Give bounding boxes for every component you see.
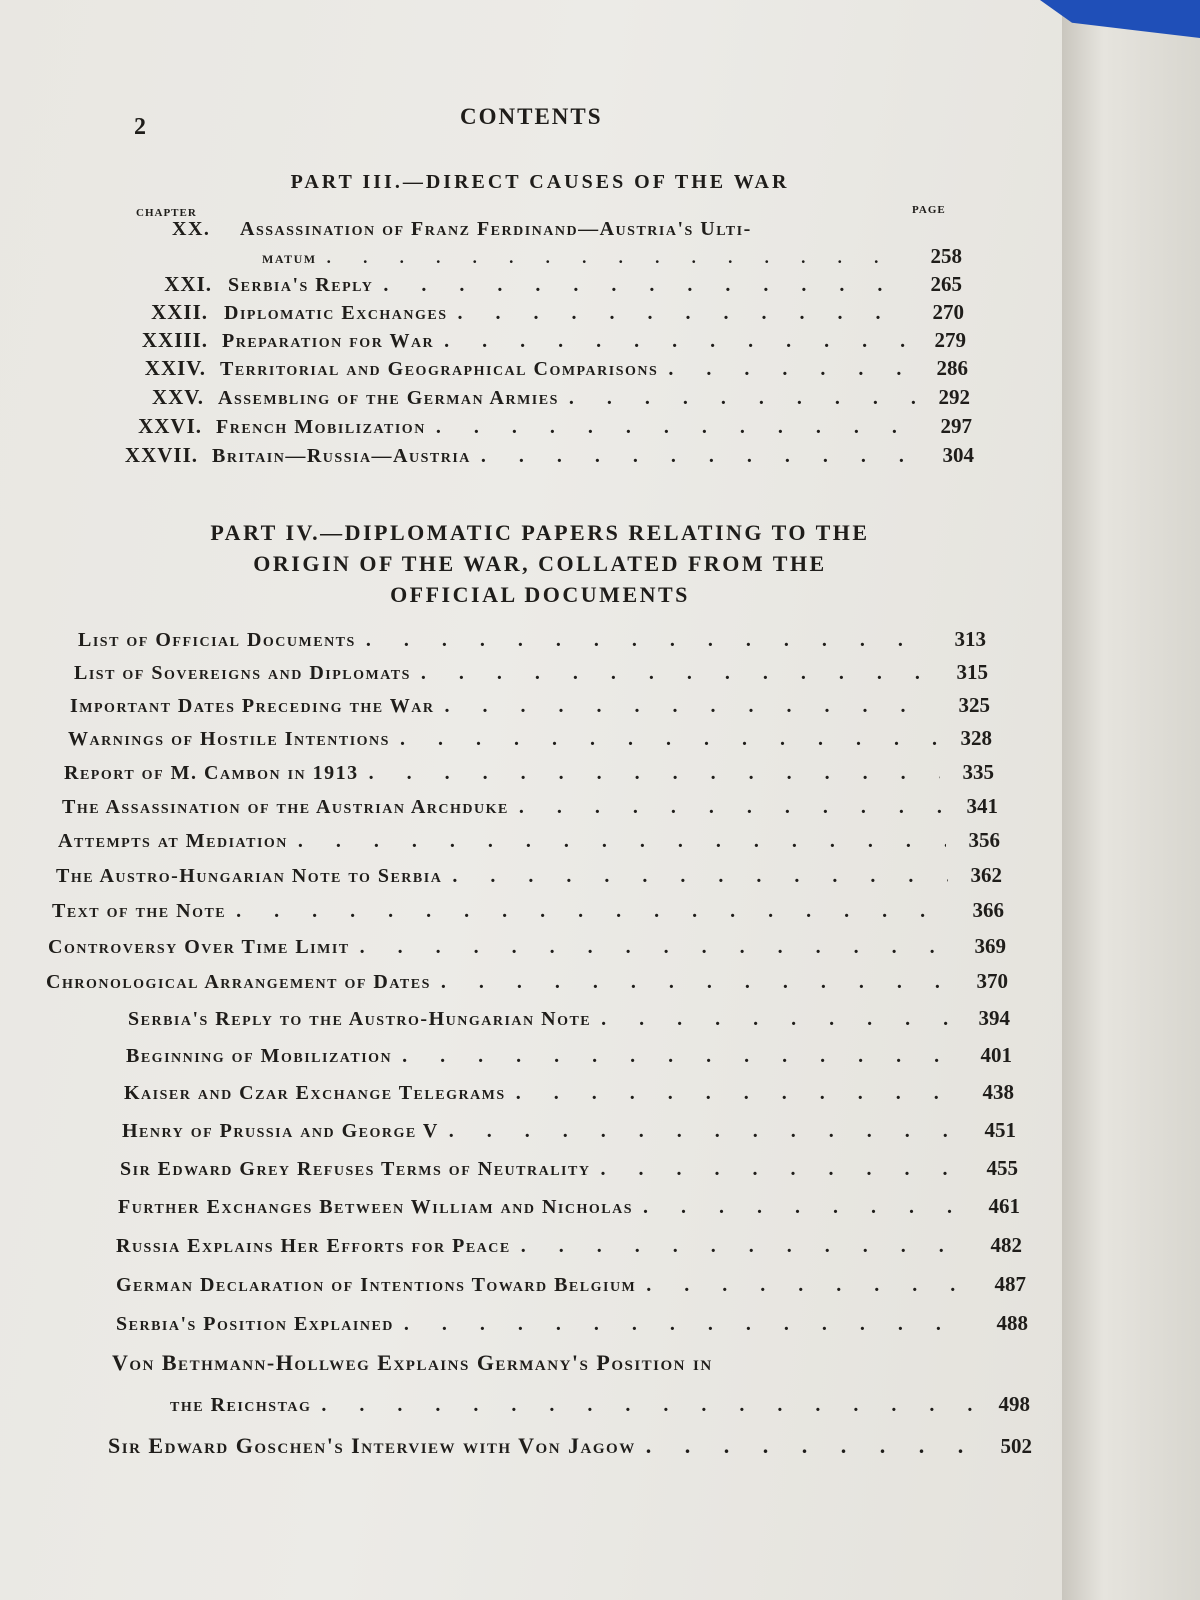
- entry-title-cont: the Reichstag: [170, 1394, 312, 1416]
- toc-row: [120, 1156, 1018, 1186]
- page-ref: 488: [996, 1311, 1028, 1335]
- page-ref: 292: [938, 385, 970, 409]
- toc-row: [262, 244, 962, 274]
- toc-row: [126, 1043, 1012, 1073]
- page-ref: 498: [998, 1392, 1030, 1416]
- leader-dots: [360, 936, 952, 959]
- leader-dots: [404, 1313, 974, 1336]
- toc-row: [48, 934, 1006, 964]
- leader-dots: [646, 1274, 972, 1297]
- chapter-title: Britain—Russia—Austria: [212, 445, 471, 467]
- leader-dots: [402, 1045, 958, 1068]
- chapter-title: Territorial and Geographical Comparisons: [220, 358, 659, 380]
- toc-row: [70, 693, 990, 723]
- page-ref: 258: [930, 244, 962, 268]
- toc-row: [116, 1272, 1026, 1302]
- page-ref: 297: [940, 414, 972, 438]
- toc-row: [110, 272, 962, 302]
- leader-dots: [668, 358, 914, 381]
- page-ref: 451: [984, 1118, 1016, 1142]
- chapter-title: French Mobilization: [216, 416, 426, 438]
- leader-dots: [400, 728, 938, 751]
- leader-dots: [369, 762, 940, 785]
- chapter-num: XXII.: [151, 300, 208, 324]
- page-ref: 270: [932, 300, 964, 324]
- toc-row: [64, 760, 994, 790]
- page-ref: 265: [930, 272, 962, 296]
- entry-title: Von Bethmann-Hollweg Explains Germany's Position in: [112, 1350, 713, 1375]
- entry-title: Serbia's Position Explained: [116, 1313, 394, 1335]
- toc-row: [74, 660, 988, 690]
- page-ref: 356: [968, 828, 1000, 852]
- toc-row: [118, 1194, 1020, 1224]
- entry-title: The Austro-Hungarian Note to Serbia: [56, 865, 443, 887]
- entry-title: Beginning of Mobilization: [126, 1045, 393, 1067]
- toc-row: [108, 1433, 1032, 1463]
- chapter-num: XXIV.: [144, 356, 206, 380]
- toc-row: [122, 1118, 1016, 1148]
- page-ref: 313: [954, 627, 986, 651]
- page-ref: 328: [960, 726, 992, 750]
- leader-dots: [449, 1120, 962, 1143]
- chapter-title: Assembling of the German Armies: [218, 387, 559, 409]
- page-ref: 341: [966, 794, 998, 818]
- part-iv-title-line3: OFFICIAL DOCUMENTS: [390, 582, 690, 607]
- page-ref: 325: [958, 693, 990, 717]
- chapter-num: [172, 218, 210, 241]
- leader-dots: [481, 445, 920, 468]
- running-head: CONTENTS: [460, 104, 603, 129]
- page-ref: 366: [972, 898, 1004, 922]
- leader-dots: [236, 900, 950, 923]
- leader-dots: [298, 830, 946, 853]
- chapter-num-xx: XX.: [172, 218, 211, 240]
- leader-dots: [521, 1235, 968, 1258]
- leader-dots: [383, 274, 908, 297]
- toc-row: [106, 443, 974, 473]
- leader-dots: [366, 629, 932, 652]
- entry-title: Report of M. Cambon in 1913: [64, 762, 359, 784]
- page-number: 2: [134, 114, 146, 140]
- leader-dots: [327, 248, 908, 268]
- toc-row: [56, 863, 1002, 893]
- leader-dots: [444, 330, 912, 353]
- part-iv-title-line2: ORIGIN OF THE WAR, COLLATED FROM THE: [253, 551, 827, 576]
- leader-dots: [441, 971, 954, 994]
- page-ref: 455: [986, 1156, 1018, 1180]
- toc-row: [116, 1233, 1022, 1263]
- entry-title: Chronological Arrangement of Dates: [46, 971, 431, 993]
- entry-title: Russia Explains Her Efforts for Peace: [116, 1235, 511, 1257]
- leader-dots: [458, 302, 910, 325]
- page-ref: 362: [970, 863, 1002, 887]
- chapter-num: XXVII.: [124, 443, 198, 467]
- leader-dots: [643, 1196, 966, 1219]
- page-ref: 369: [974, 934, 1006, 958]
- leader-dots: [516, 1082, 960, 1105]
- leader-dots: [646, 1433, 978, 1459]
- toc-row: [110, 300, 964, 330]
- part-iv-title-line1: PART IV.—DIPLOMATIC PAPERS RELATING TO THE: [210, 520, 870, 545]
- leader-dots: [436, 416, 918, 439]
- leader-dots: [569, 387, 916, 410]
- leader-dots: [519, 796, 944, 819]
- chapter-title: Assassination of Franz Ferdinand—Austria's Ulti-: [240, 218, 752, 240]
- page-ref: 394: [978, 1006, 1010, 1030]
- page-ref: 438: [982, 1080, 1014, 1104]
- page-ref: 401: [980, 1043, 1012, 1067]
- chapter-title: Serbia's Reply: [228, 274, 374, 296]
- leader-dots: [452, 865, 948, 888]
- entry-title: The Assassination of the Austrian Archduke: [62, 796, 509, 818]
- entry-title: Controversy Over Time Limit: [48, 936, 350, 958]
- entry-title: Attempts at Mediation: [58, 830, 288, 852]
- chapter-title: Diplomatic Exchanges: [224, 302, 448, 324]
- entry-title: Warnings of Hostile Intentions: [68, 728, 390, 750]
- leader-dots: [601, 1008, 956, 1031]
- leader-dots: [445, 695, 937, 718]
- entry-title: List of Sovereigns and Diplomats: [74, 662, 411, 684]
- page-ref: 304: [942, 443, 974, 467]
- chapter-title-cont: matum: [262, 248, 317, 267]
- leader-dots: [421, 662, 934, 685]
- leader-dots: [600, 1158, 964, 1181]
- toc-row: [170, 1392, 1030, 1422]
- entry-title: List of Official Documents: [78, 629, 356, 651]
- toc-row: [124, 1080, 1014, 1110]
- chapter-num: XXI.: [164, 272, 212, 296]
- toc-row: [116, 1311, 1028, 1341]
- toc-row: [78, 627, 986, 657]
- page-ref: 482: [990, 1233, 1022, 1257]
- toc-row: [110, 328, 966, 358]
- chapter-num: XXIII.: [141, 328, 208, 352]
- entry-title: Important Dates Preceding the War: [70, 695, 435, 717]
- chapter-num: XXVI.: [138, 414, 202, 438]
- entry-title: Kaiser and Czar Exchange Telegrams: [124, 1082, 506, 1104]
- entry-title: Serbia's Reply to the Austro-Hungarian Note: [128, 1008, 592, 1030]
- chapter-label: CHAPTER: [136, 207, 197, 219]
- toc-row: [52, 898, 1004, 928]
- entry-title: Henry of Prussia and George V: [122, 1120, 439, 1142]
- chapter-num: XXV.: [151, 385, 204, 409]
- toc-row: [110, 385, 970, 415]
- toc-row: [46, 969, 1008, 999]
- entry-title: Further Exchanges Between William and Nicholas: [118, 1196, 633, 1218]
- page-ref: 502: [1000, 1434, 1032, 1458]
- toc-row: [110, 414, 972, 444]
- page-ref: 370: [976, 969, 1008, 993]
- toc-row: [128, 1006, 1010, 1036]
- leader-dots: [321, 1394, 976, 1417]
- next-page-edge: [1062, 0, 1200, 1600]
- page-ref: 335: [962, 760, 994, 784]
- entry-title: Text of the Note: [52, 900, 227, 922]
- toc-row: [58, 828, 1000, 858]
- page-label: PAGE: [912, 204, 946, 216]
- entry-title: Sir Edward Goschen's Interview with Von Jagow: [108, 1433, 636, 1458]
- entry-title: Sir Edward Grey Refuses Terms of Neutrality: [120, 1158, 591, 1180]
- toc-row: [68, 726, 992, 756]
- page-ref: 461: [988, 1194, 1020, 1218]
- chapter-title: Preparation for War: [222, 330, 435, 352]
- page-ref: 487: [994, 1272, 1026, 1296]
- page-ref: 279: [934, 328, 966, 352]
- page-ref: 315: [956, 660, 988, 684]
- toc-row: [110, 356, 968, 386]
- page-ref: 286: [936, 356, 968, 380]
- entry-title: German Declaration of Intentions Toward Belgium: [116, 1274, 637, 1296]
- part-iii-title: PART III.—DIRECT CAUSES OF THE WAR: [290, 171, 790, 193]
- toc-row: [62, 794, 998, 824]
